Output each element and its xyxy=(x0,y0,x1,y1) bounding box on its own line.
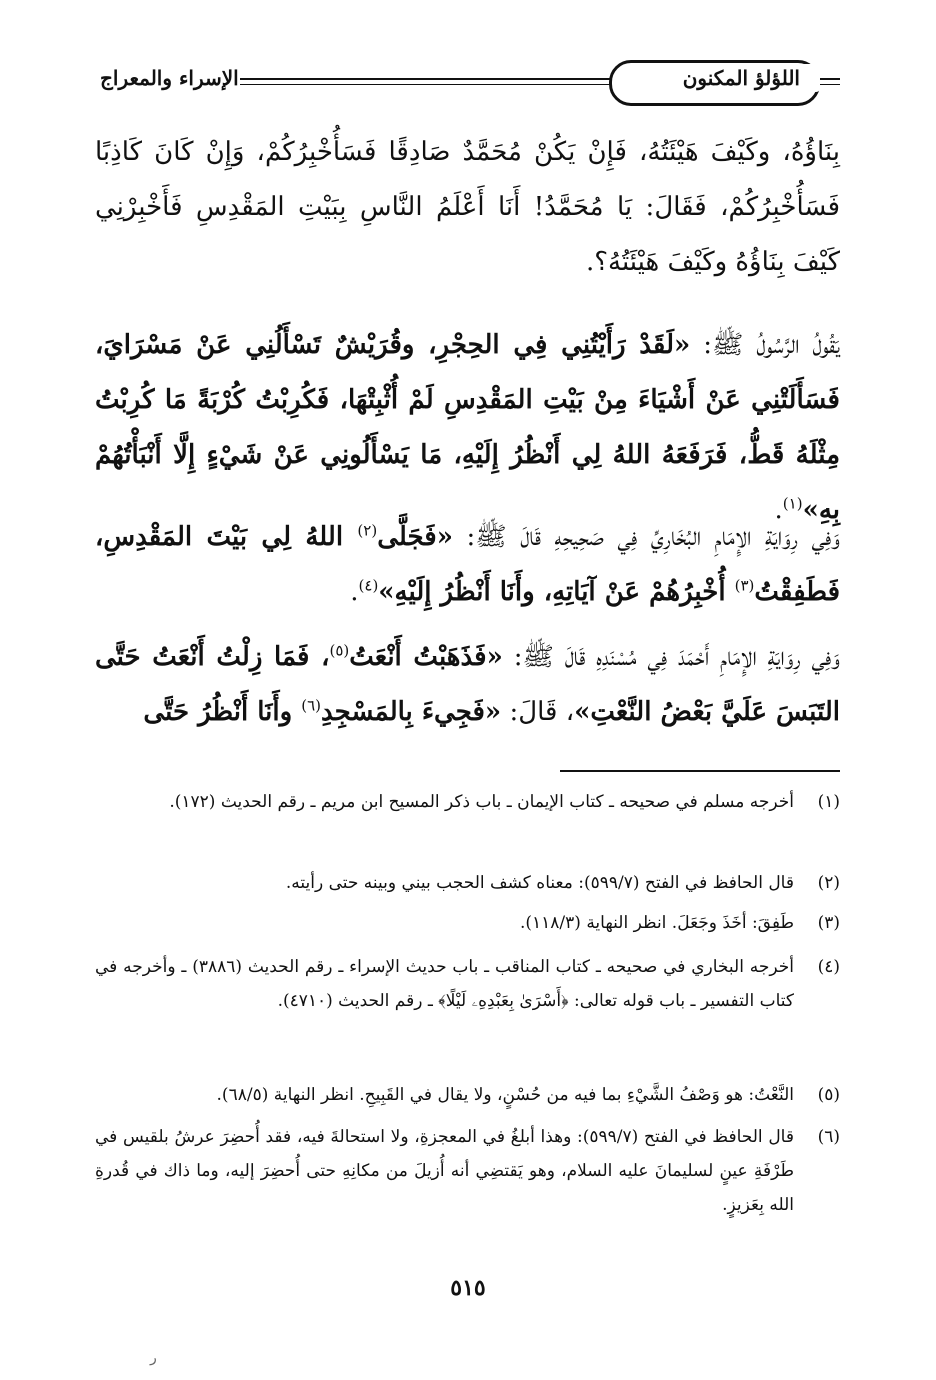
margin-mark: ر xyxy=(150,1350,157,1366)
hadith-quote: «لَقَدْ رَأَيْتُنِي فِي الحِجْرِ، وقُرَيْشٌ تَسْأَلُنِي عَنْ مَسْرَايَ، فَسَأَلَتْنِي عَنْ أَشْيَاءَ مِنْ بَيْتِ المَقْدِسِ لَمْ أُثْبِتْهَا، فَكُرِبْتُ كُرْبَةً مَا كُرِبْتُ مِثْلَهُ قَطُّ، فَرَفَعَهُ اللهُ لِي أَنْظُرُ إِلَيْهِ، مَا يَسْأَلُونِي عَنْ شَيْءٍ إِلَّا أَنْبَأْتُهُمْ بِهِ» xyxy=(95,330,840,525)
footnote-6 xyxy=(95,1120,840,1222)
footnote-4 xyxy=(95,950,840,1018)
paragraph-text: بِنَاؤُهُ، وكَيْفَ هَيْئَتُهُ، فَإِنْ يَكُنْ مُحَمَّدٌ صَادِقًا فَسَأُخْبِرُكُمْ، وَإِنْ كَانَ كَاذِبًا فَسَأُخْبِرُكُمْ، فَقَالَ: يَا مُحَمَّدُ! أَنَا أَعْلَمُ النَّاسِ بِبَيْتِ المَقْدِسِ فَأَخْبِرْنِي كَيْفَ بِنَاؤُهُ وكَيْفَ هَيْئَتُهُ؟. xyxy=(95,137,840,277)
footnote-ref: (٢) xyxy=(357,521,378,540)
page-number: ٥١٥ xyxy=(450,1275,486,1301)
paragraph-3: وَفِي رِوَايَةِ الإِمَامِ البُخَارِيِّ فِي صَحِيحِهِ قَالَ ﷺ: «فَجَلَّى$^{(٢)}$ اللهُ لِي بَيْتَ المَقْدِسِ، فَطَفِقْتُ$^{(٣)}$ أُخْبِرُهُمْ عَنْ آيَاتِهِ، وأَنَا أَنْظُرُ إِلَيْهِ»$^{(٤)}$. xyxy=(95,521,840,607)
hadith-quote: اللهُ لِي بَيْتَ المَقْدِسِ، فَطَفِقْتُ xyxy=(95,522,840,607)
header-rule xyxy=(820,84,840,85)
footnote-number: (٤) xyxy=(817,957,840,977)
paragraph-intro: وَفِي رِوَايَةِ الإِمَامِ البُخَارِيِّ فِي صَحِيحِهِ قَالَ ﷺ: xyxy=(452,522,840,552)
footnote-text: النَّعْتُ: هو وَصْفُ الشَّيْءِ بما فيه من حُسْنٍ، ولا يقال في القَبِيحِ. انظر النهاية (٦٨/٥). xyxy=(216,1085,794,1105)
running-header xyxy=(100,52,840,112)
footnote-text: قال الحافظ في الفتح (٥٩٩/٧): معناه كشف الحجب بيني وبينه حتى رأيته. xyxy=(285,873,794,893)
book-title: اللؤلؤ المكنون xyxy=(663,64,820,92)
paragraph-2: يَقُولُ الرَّسُولُ ﷺ: «لَقَدْ رَأَيْتُنِي فِي الحِجْرِ، وقُرَيْشٌ تَسْأَلُنِي عَنْ مَسْرَايَ، فَسَأَلَتْنِي عَنْ أَشْيَاءَ مِنْ بَيْتِ المَقْدِسِ لَمْ أُثْبِتْهَا، فَكُرِبْتُ كُرْبَةً مَا كُرِبْتُ مِثْلَهُ قَطُّ، فَرَفَعَهُ اللهُ لِي أَنْظُرُ إِلَيْهِ، مَا يَسْأَلُونِي عَنْ شَيْءٍ إِلَّا أَنْبَأْتُهُمْ بِهِ»$^{(١)}$. xyxy=(95,330,841,525)
footnote-text: أخرجه مسلم في صحيحه ـ كتاب الإيمان ـ باب ذكر المسيح ابن مريم ـ رقم الحديث (١٧٢). xyxy=(169,792,794,812)
footnote-ref: (١) xyxy=(782,494,803,513)
paragraph-intro: يَقُولُ الرَّسُولُ ﷺ: xyxy=(690,330,841,360)
footnote-5 xyxy=(95,1078,840,1112)
hadith-quote: ، فَمَا زِلْتُ أَنْعَتُ حَتَّى التَبَسَ عَلَيَّ بَعْضُ النَّعْتِ» xyxy=(95,642,840,727)
footnote-number: (٢) xyxy=(817,873,840,893)
footnote-separator xyxy=(560,770,840,772)
footnote-ref: (٤) xyxy=(358,576,379,595)
hadith-quote: «فَجِيءَ بِالمَسْجِدِ xyxy=(321,697,502,727)
footnote-number: (٦) xyxy=(817,1127,840,1147)
footnote-2 xyxy=(95,866,840,900)
hadith-quote: أُخْبِرُهُمْ عَنْ آيَاتِهِ، وأَنَا أَنْظُرُ إِلَيْهِ» xyxy=(378,577,735,607)
footnote-text: أخرجه البخاري في صحيحه ـ كتاب المناقب ـ باب حديث الإسراء ـ رقم الحديث (٣٨٨٦) ـ وأخرجه في كتاب التفسير ـ باب قوله تعالى: ﴿أَسْرَىٰ بِعَبْدِهِۦ لَيْلًا﴾ ـ رقم الحديث (٤٧١٠). xyxy=(95,957,794,1011)
paragraph-intro: وَفِي رِوَايَةِ الإِمَامِ أَحْمَدَ فِي مُسْنَدِهِ قَالَ ﷺ: xyxy=(502,642,840,672)
header-rule xyxy=(820,78,840,80)
footnote-number: (١) xyxy=(817,792,840,812)
footnote-number: (٣) xyxy=(817,913,840,933)
paragraph-text: ، قَالَ: xyxy=(501,697,575,727)
hadith-quote: وأَنَا أَنْظُرُ حَتَّى xyxy=(143,697,302,727)
hadith-quote: «فَذَهَبْتُ أَنْعَتُ xyxy=(349,642,503,672)
footnote-ref: (٣) xyxy=(734,576,755,595)
chapter-title: الإسراء والمعراج xyxy=(100,66,239,90)
hadith-quote: «فَجَلَّى xyxy=(377,522,453,552)
footnote-text: قال الحافظ في الفتح (٥٩٩/٧): وهذا أبلغُ في المعجزةِ، ولا استحالةَ فيه، فقد أُحضِرَ عرشُ بلقيس في طَرْفَةِ عينٍ لسليمانَ عليه السلام، وهو يَقتضِي أنه أُزيلَ من مكانِهِ حتى أُحضِرَ إليه، وما ذاك في قُدرةِ الله بِعَزيزٍ. xyxy=(95,1127,794,1215)
footnote-1 xyxy=(95,785,840,819)
paragraph-4 xyxy=(95,630,840,740)
footnote-number: (٥) xyxy=(817,1085,840,1105)
footnote-3 xyxy=(95,906,840,940)
paragraph-1 xyxy=(95,125,840,290)
footnote-ref: (٥) xyxy=(329,641,350,660)
footnote-text: طَفِقَ: أخَذَ وجَعَلَ. انظر النهاية (١١٨/٣). xyxy=(519,913,794,933)
footnote-ref: (٦) xyxy=(301,696,322,715)
